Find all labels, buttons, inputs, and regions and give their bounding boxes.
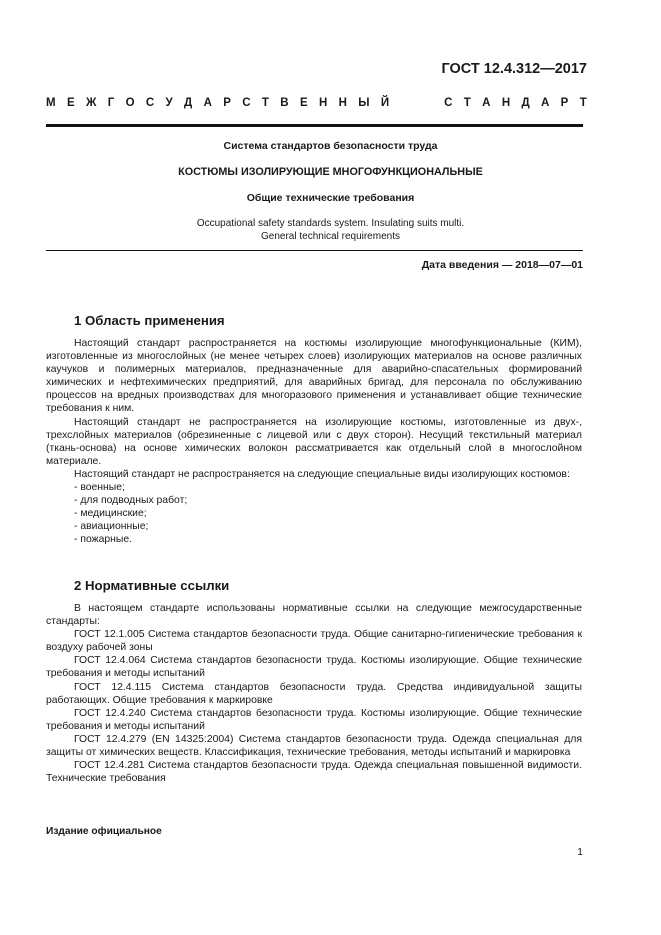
banner-letter: Г xyxy=(107,97,115,109)
banner-letter: Р xyxy=(560,97,569,109)
page-number: 1 xyxy=(577,846,583,858)
banner-gap xyxy=(400,97,403,109)
paragraph: Настоящий стандарт не распространяется на следующие специальные виды изолирующих костюмов: xyxy=(74,468,570,480)
banner-letter: А xyxy=(482,97,491,109)
title-rule xyxy=(46,250,583,251)
banner-letter: С xyxy=(145,97,155,109)
banner-letter: О xyxy=(125,97,135,109)
list-item: - военные; xyxy=(74,482,125,494)
banner-letter: Д xyxy=(521,97,530,109)
banner-letter: Н xyxy=(501,97,511,109)
english-title-line-2: General technical requirements xyxy=(261,231,400,242)
standard-number: ГОСТ 12.4.312—2017 xyxy=(441,61,587,77)
banner-letter: Й xyxy=(380,97,390,109)
banner-letter: М xyxy=(46,97,56,109)
banner-letter: С xyxy=(242,97,251,109)
list-item: - пожарные. xyxy=(74,534,133,546)
list-item: - для подводных работ; xyxy=(74,495,188,507)
banner-letter: У xyxy=(165,97,173,109)
banner-letter: А xyxy=(203,97,212,109)
list-item: - авиационные; xyxy=(74,521,149,533)
banner-letter: Т xyxy=(463,97,471,109)
banner-gap xyxy=(430,97,433,109)
reference-item: ГОСТ 12.4.281 Система стандартов безопасности труда. Одежда специальная повышенной видимости. Технические требования xyxy=(46,760,582,785)
reference-item: ГОСТ 12.4.115 Система стандартов безопасности труда. Средства индивидуальной защиты работающих. Общие требования к маркировке xyxy=(46,681,582,706)
section-heading: 1 Область применения xyxy=(74,313,225,328)
banner-letter: Т xyxy=(579,97,587,109)
document-title: КОСТЮМЫ ИЗОЛИРУЮЩИЕ МНОГОФУНКЦИОНАЛЬНЫЕ xyxy=(178,166,483,178)
english-title xyxy=(0,217,661,243)
banner-letter: В xyxy=(280,97,289,109)
banner-letter: Н xyxy=(318,97,328,109)
banner-letter: Р xyxy=(223,97,231,109)
banner-letter: Т xyxy=(261,97,269,109)
banner-letter: С xyxy=(444,97,453,109)
reference-item: ГОСТ 12.4.240 Система стандартов безопасности труда. Костюмы изолирующие. Общие технические требования и методы испытаний xyxy=(46,707,582,732)
banner-letter: Ы xyxy=(358,97,370,109)
banner-letter: Ж xyxy=(85,97,97,109)
banner-letter: Е xyxy=(66,97,75,109)
interstate-standard-banner xyxy=(46,97,587,109)
document-subtitle: Общие технические требования xyxy=(246,192,415,204)
banner-letter: Д xyxy=(184,97,193,109)
header-rule xyxy=(46,124,583,127)
english-title-line-1: Occupational safety standards system. Insulating suits multi. xyxy=(196,218,465,229)
official-edition-note: Издание официальное xyxy=(46,826,162,837)
banner-letter: Е xyxy=(299,97,308,109)
banner-letter: А xyxy=(541,97,550,109)
paragraph: Настоящий стандарт не распространяется на изолирующие костюмы, изготовленные из двух-, трехслойных материалов (обрезиненные с лицевой или с двух сторон). Несущий текстильный материал (ткань-основа) на основе химических волокон рассматривается как отдельный слой в многослойном материале. xyxy=(46,416,582,467)
list-item: - медицинские; xyxy=(74,508,147,520)
reference-item: ГОСТ 12.4.279 (EN 14325:2004) Система стандартов безопасности труда. Одежда специальная для защиты от химических веществ. Классификация, технические требования, методы испытаний и маркировка xyxy=(46,733,582,759)
paragraph: Настоящий стандарт распространяется на костюмы изолирующие многофункциональные (КИМ), изготовленные из многослойных (не менее четырех слоев) изолирующих материалов на основе различных каучуков и полимерных материалов, предназначенные для аварийно-спасательных формирований химических и нефтехимических предприятий, для аварийных бригад, для персонала по обслуживанию процессов на вредных производствах для многоразового применения и устанавливает общие технические требования к ним. xyxy=(46,338,582,415)
paragraph: В настоящем стандарте использованы нормативные ссылки на следующие межгосударственные стандарты: xyxy=(46,603,582,628)
banner-letter: Н xyxy=(338,97,347,109)
introduction-date: Дата введения — 2018—07—01 xyxy=(421,259,583,271)
reference-item: ГОСТ 12.4.064 Система стандартов безопасности труда. Костюмы изолирующие. Общие технические требования и методы испытаний xyxy=(46,655,582,680)
section-heading: 2 Нормативные ссылки xyxy=(74,578,230,593)
series-title: Система стандартов безопасности труда xyxy=(223,140,438,152)
exclusion-list xyxy=(46,481,582,546)
reference-item: ГОСТ 12.1.005 Система стандартов безопасности труда. Общие санитарно-гигиенические требования к воздуху рабочей зоны xyxy=(46,629,582,654)
section-normative-references xyxy=(46,578,582,785)
banner-gap xyxy=(415,97,418,109)
section-scope xyxy=(46,313,582,547)
